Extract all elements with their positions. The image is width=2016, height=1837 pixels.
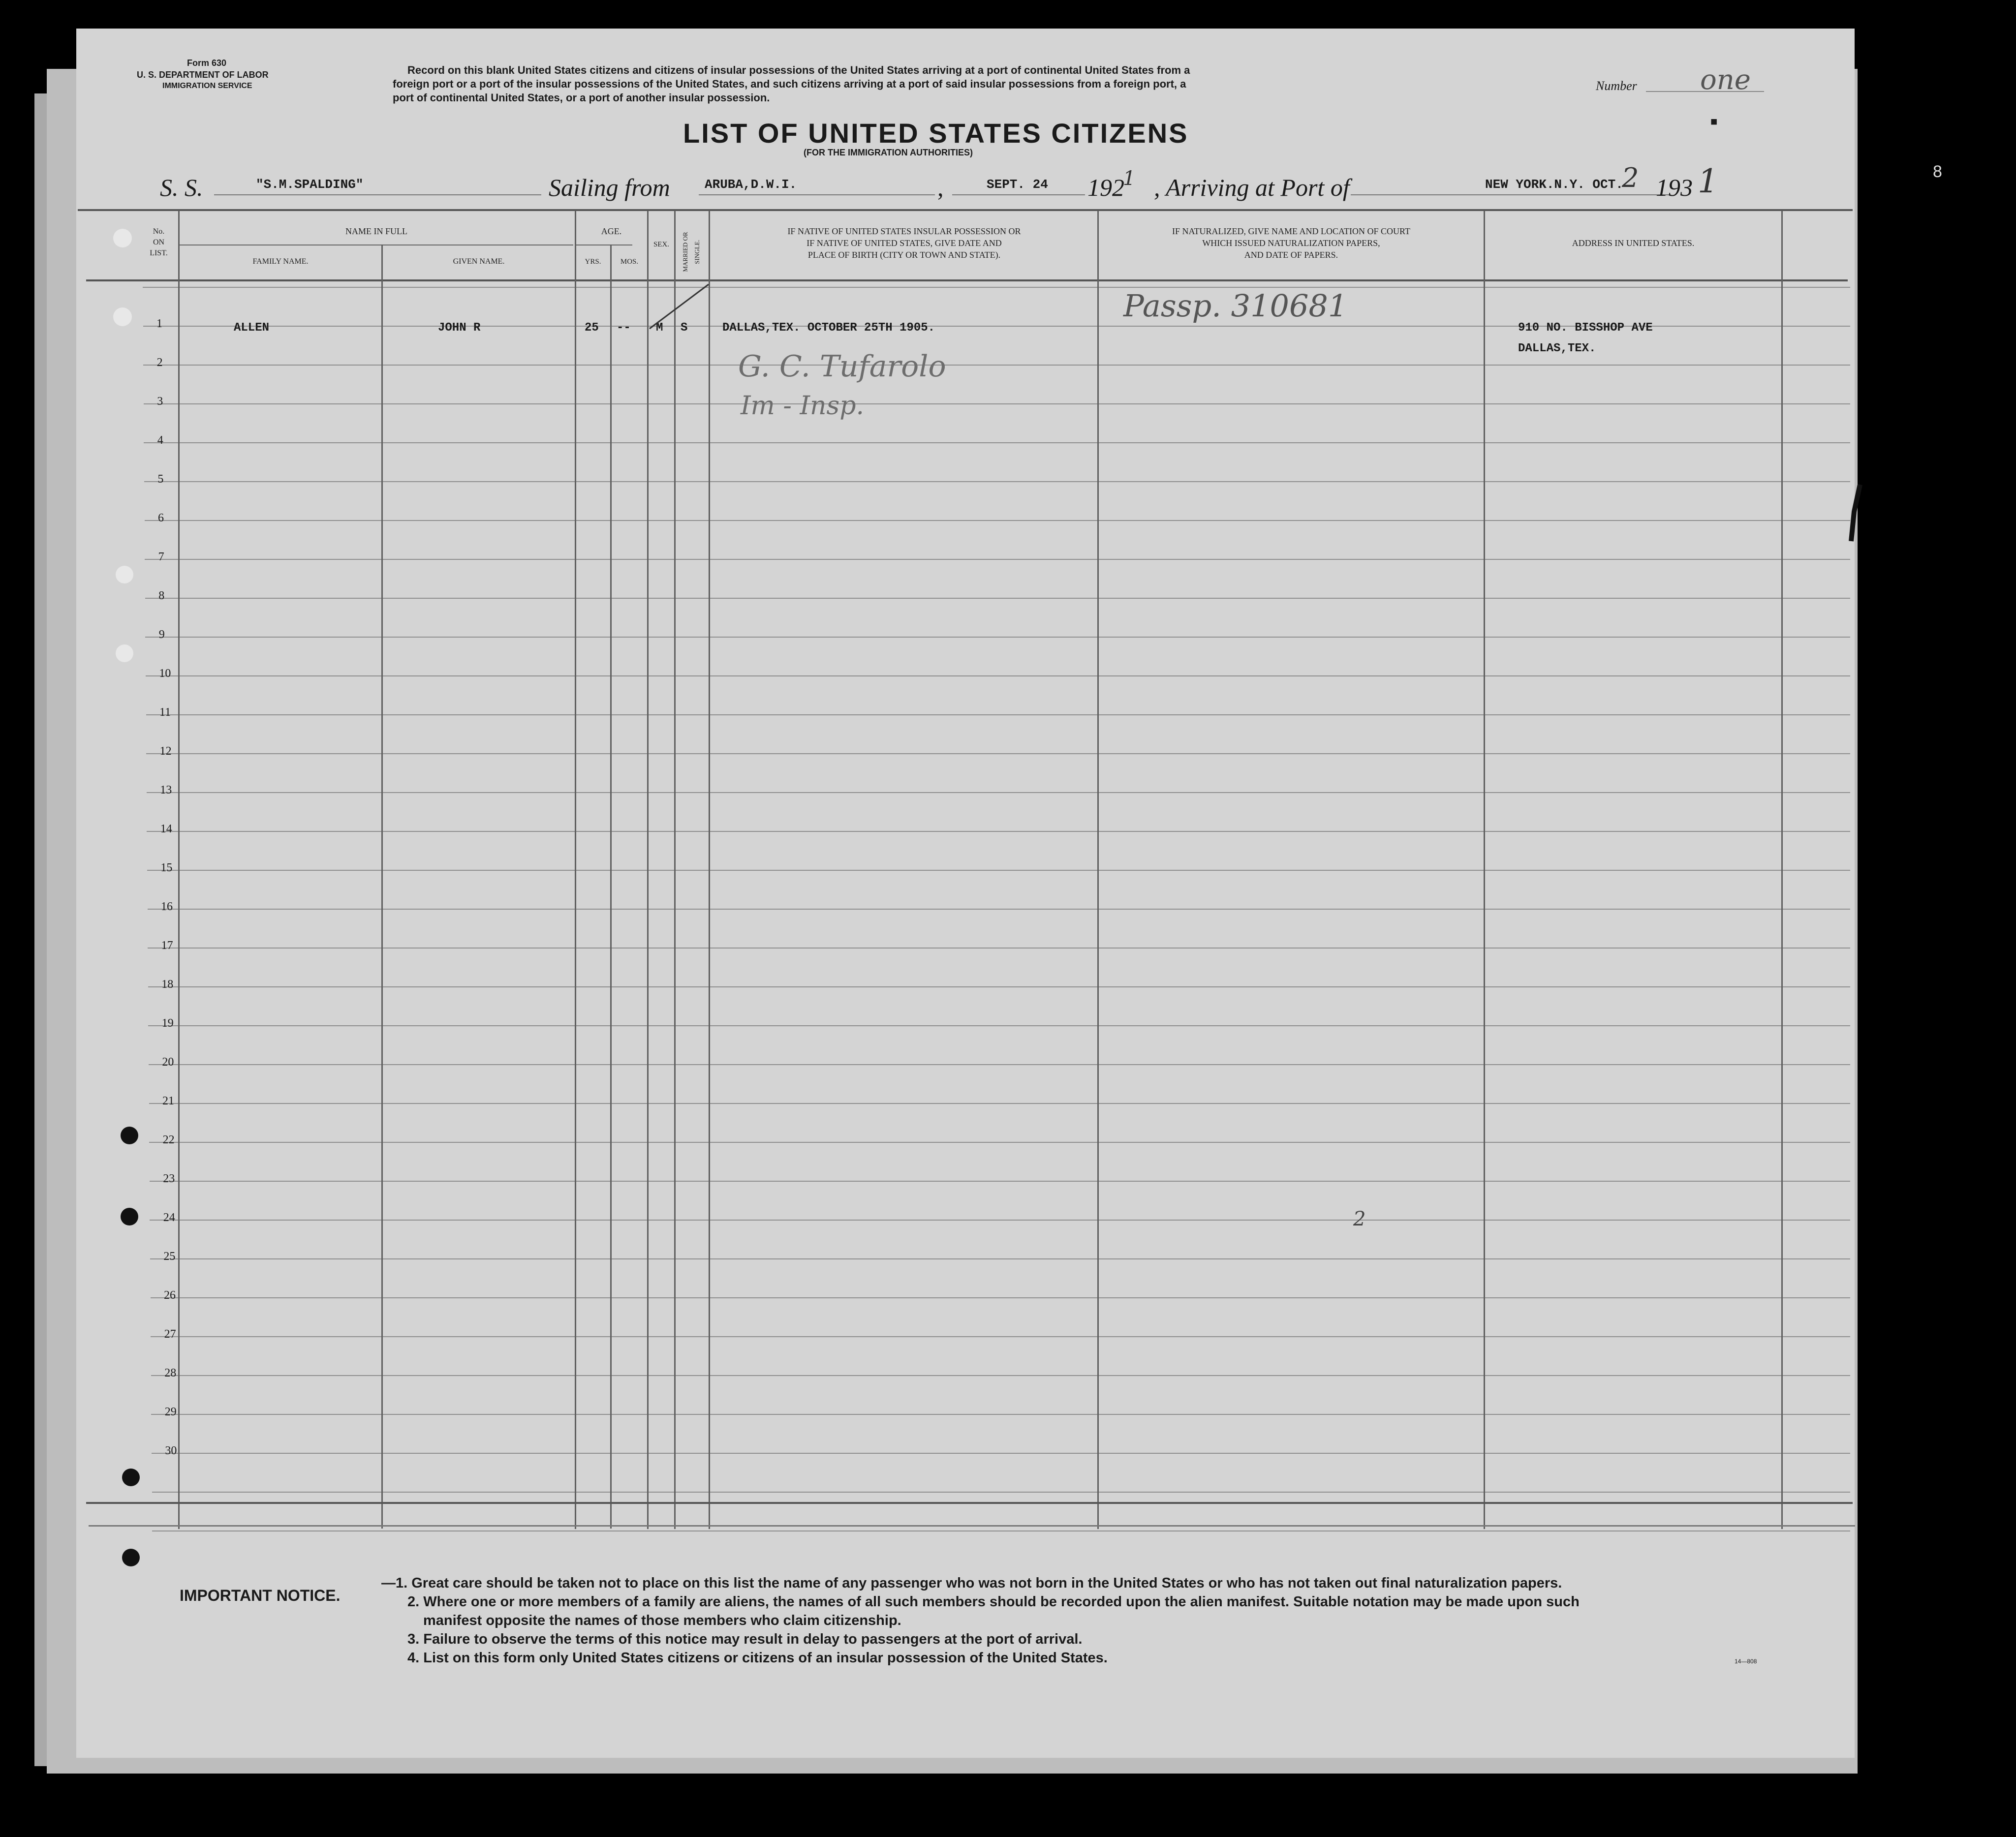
notice-item-2-cont: manifest opposite the names of those members who claim citizenship. (423, 1613, 901, 1628)
row-rule (149, 1103, 1850, 1104)
row-rule (148, 986, 1850, 987)
row-rule (151, 1297, 1850, 1298)
row-number: 14 (160, 823, 172, 835)
row-number: 18 (161, 978, 174, 991)
row-rule (149, 1142, 1850, 1143)
entry-address-line-1: 910 NO. BISSHOP AVE (1518, 321, 1653, 335)
row-number: 16 (161, 900, 173, 913)
punch-hole (122, 1469, 140, 1486)
notice-item-2: 2. Where one or more members of a family are aliens, the names of all such members should be recorded upon the alien manifest. Suitable notation may be made upon such (407, 1594, 1580, 1610)
entry-given-name: JOHN R (438, 321, 481, 335)
page-subtitle: (FOR THE IMMIGRATION AUTHORITIES) (804, 148, 973, 157)
row-rule (150, 1258, 1850, 1259)
entry-sex: M (656, 321, 663, 335)
punch-hole (113, 307, 132, 326)
date-underline (952, 194, 1085, 195)
entry-address-line-2: DALLAS,TEX. (1518, 342, 1596, 355)
intro-line-2: foreign port or a port of the insular possessions of the United States, and such citizens arriving at a port of said insular possessions from a foreign port, a (393, 78, 1186, 90)
entry-passport-handwritten: Passp. 310681 (1123, 288, 1348, 324)
port-underline (1351, 194, 1671, 195)
notice-item-1: —1. Great care should be taken not to place on this list the name of any passenger who was not born in the United States or who has not taken out final naturalization papers. (381, 1575, 1562, 1591)
sailing-label: Sailing from (549, 174, 670, 201)
row-number: 11 (159, 706, 171, 719)
row-number: 24 (163, 1211, 175, 1224)
row-rule (147, 792, 1850, 793)
sail-year: 192 (1087, 174, 1124, 201)
header-naturalized-line-3: AND DATE OF PAPERS. (1244, 250, 1338, 260)
header-sex: SEX. (653, 241, 670, 248)
form-number: Form 630 (187, 58, 227, 68)
header-no-line-3: LIST. (150, 249, 168, 257)
arriving-label: , Arriving at Port of (1154, 174, 1350, 201)
row-number: 5 (157, 473, 164, 486)
sailing-from: ARUBA,D.W.I. (705, 177, 797, 192)
row-rule (151, 1375, 1850, 1376)
notice-label: IMPORTANT NOTICE. (180, 1587, 341, 1604)
sail-year-suffix: 1 (1123, 167, 1136, 190)
notice-top-rule (89, 1525, 1855, 1527)
entry-married: S (681, 321, 688, 335)
row-number: 26 (164, 1289, 176, 1302)
header-mos: MOS. (620, 258, 639, 266)
header-no-line-1: No. (153, 227, 165, 236)
punch-hole (113, 229, 132, 247)
header-given-name: GIVEN NAME. (453, 257, 505, 266)
header-name-in-full: NAME IN FULL (345, 226, 407, 236)
row-rule (145, 598, 1850, 599)
col-divider-mos (647, 211, 649, 1529)
header-no (140, 226, 177, 259)
margin-stroke (1840, 482, 1870, 546)
header-naturalized-line-2: WHICH ISSUED NATURALIZATION PAPERS, (1202, 238, 1380, 248)
sail-date: SEPT. 24 (987, 177, 1048, 192)
intro-line-1: Record on this blank United States citizens and citizens of insular possessions of the United States arriving at a port of continental United States from a (407, 64, 1190, 76)
inspector-signature: G. C. Tufarolo (738, 349, 946, 384)
row-number: 3 (157, 395, 163, 408)
row-number: 28 (164, 1367, 177, 1379)
notice-item-4: 4. List on this form only United States citizens or citizens of an insular possession of the United States. (407, 1650, 1108, 1666)
punch-hole (121, 1127, 138, 1144)
arrival-port: NEW YORK.N.Y. OCT. (1485, 177, 1623, 192)
row-rule (146, 675, 1850, 676)
table-top-rule (78, 209, 1853, 211)
row-rule (145, 559, 1850, 560)
row-number: 8 (158, 589, 165, 602)
row-number: 19 (161, 1017, 174, 1030)
ss-label: S. S. (160, 174, 203, 201)
manifest-sheet (76, 29, 1855, 1758)
row-rule (144, 481, 1850, 482)
intro-line-3: port of continental United States, or a port of another insular possession. (393, 92, 770, 104)
row-number: 13 (160, 784, 172, 796)
table-bottom-rule (86, 1502, 1853, 1504)
corner-mark: 8 (1933, 162, 1942, 181)
header-naturalized-line-1: IF NATURALIZED, GIVE NAME AND LOCATION OF COURT (1172, 226, 1410, 236)
row-number: 7 (158, 551, 164, 563)
corner-tick: ▪ (1710, 109, 1718, 134)
row-number: 23 (163, 1172, 175, 1185)
row-number: 2 (156, 356, 163, 369)
row-rule (150, 1181, 1850, 1182)
ship-underline (214, 194, 541, 195)
row-number: 6 (158, 512, 164, 524)
row-number: 20 (162, 1056, 174, 1069)
entry-family-name: ALLEN (234, 321, 270, 335)
margin-mark: 2 (1353, 1208, 1366, 1230)
row-number: 29 (164, 1406, 177, 1418)
header-naturalized (1099, 225, 1484, 261)
arrival-day: 2 (1622, 162, 1639, 193)
arrival-year-suffix: 1 (1698, 162, 1718, 200)
row-rule (145, 520, 1850, 521)
row-number: 10 (159, 667, 171, 680)
col-divider-sex (674, 211, 676, 1529)
header-birth-line-1: IF NATIVE OF UNITED STATES INSULAR POSSESSION OR (787, 226, 1021, 236)
row-rule (148, 1025, 1850, 1026)
row-rule (144, 403, 1850, 404)
service: IMMIGRATION SERVICE (162, 82, 252, 90)
row-rule (151, 1336, 1850, 1337)
row-number: 12 (159, 745, 172, 758)
punch-hole (122, 1549, 140, 1566)
header-no-line-2: ON (153, 238, 165, 246)
col-divider-given (575, 211, 576, 1529)
department: U. S. DEPARTMENT OF LABOR (137, 70, 269, 80)
row-number: 17 (161, 939, 173, 952)
row-rule (146, 753, 1850, 754)
row-rule (148, 909, 1850, 910)
header-bottom-rule (86, 279, 1848, 281)
col-divider-family (381, 245, 383, 1529)
header-birth (711, 225, 1097, 261)
col-divider-address (1781, 211, 1783, 1529)
row-rule (145, 637, 1850, 638)
row-rule (150, 1220, 1850, 1221)
print-code: 14—808 (1735, 1658, 1757, 1665)
ship-name: "S.M.SPALDING" (256, 177, 364, 192)
row-rule (144, 442, 1850, 443)
row-number: 21 (162, 1095, 174, 1107)
punch-hole (116, 644, 133, 662)
row-rule (147, 870, 1850, 871)
row-rule (148, 948, 1850, 949)
row-number: 27 (164, 1328, 176, 1341)
arrival-year: 193 (1656, 174, 1693, 201)
header-address: ADDRESS IN UNITED STATES. (1572, 238, 1695, 248)
header-married: MARRIED OR SINGLE. (682, 232, 701, 272)
col-divider-birth (1097, 211, 1099, 1529)
row-rule (152, 1492, 1850, 1493)
row-rule (143, 287, 1850, 288)
header-family-name: FAMILY NAME. (252, 257, 309, 266)
sailing-underline (699, 194, 935, 195)
entry-age-yrs: 25 (585, 321, 599, 335)
col-divider-no (178, 211, 180, 1529)
notice-item-3: 3. Failure to observe the terms of this notice may result in delay to passengers at the port of arrival. (407, 1631, 1083, 1647)
row-rule (143, 365, 1850, 366)
number-handwritten: one (1700, 64, 1751, 96)
row-rule (151, 1414, 1850, 1415)
entry-age-mos: -- (617, 321, 631, 335)
row-rule (149, 1064, 1850, 1065)
row-number: 4 (157, 434, 163, 447)
row-number: 25 (163, 1250, 176, 1263)
punch-hole (116, 566, 133, 583)
row-number: 15 (160, 861, 173, 874)
page-title: LIST OF UNITED STATES CITIZENS (683, 118, 1189, 149)
entry-birth: DALLAS,TEX. OCTOBER 25TH 1905. (722, 321, 935, 335)
row-rule (147, 831, 1850, 832)
punch-hole (121, 1208, 138, 1225)
header-age: AGE. (601, 226, 622, 236)
number-label: Number (1596, 79, 1637, 93)
row-number: 30 (165, 1444, 177, 1457)
comma-separator: , (937, 174, 944, 201)
row-rule (146, 714, 1850, 715)
row-number: 9 (158, 628, 165, 641)
inspector-title: Im - Insp. (741, 391, 865, 421)
header-birth-line-3: PLACE OF BIRTH (CITY OR TOWN AND STATE). (807, 250, 1001, 260)
col-divider-naturalized (1484, 211, 1485, 1529)
row-rule (152, 1453, 1850, 1454)
row-number: 22 (162, 1133, 175, 1146)
col-divider-married (709, 211, 710, 1529)
check-stroke (640, 276, 713, 335)
header-birth-line-2: IF NATIVE OF UNITED STATES, GIVE DATE AND (806, 238, 1002, 248)
col-divider-yrs (610, 245, 612, 1529)
header-yrs: YRS. (585, 258, 601, 266)
row-number: 1 (156, 317, 162, 330)
